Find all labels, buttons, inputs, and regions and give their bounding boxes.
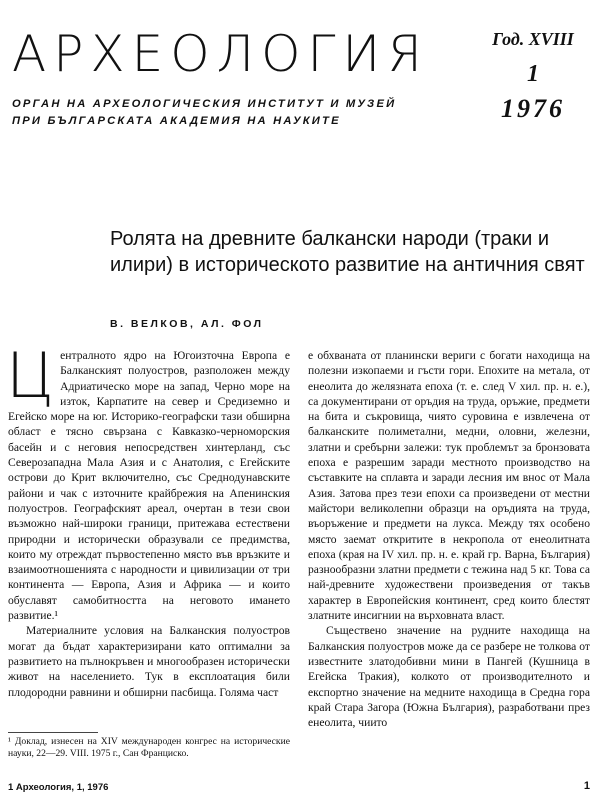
subtitle-line-2: ПРИ БЪЛГАРСКАТА АКАДЕМИЯ НА НАУКИТЕ	[12, 115, 341, 127]
paragraph: Съществено значение на рудните находища на Балканския полуостров може да се разбере не толкова от известните златодобивни мини в Пангей (Кушница в Егейска Тракия), колкото от производителното и експортно значение на медните находища в Средна гора край Стара Загора (Южна България), разработвани през енеолита, чиито	[308, 624, 590, 730]
issue-info	[478, 28, 588, 126]
journal-subtitle	[12, 96, 490, 130]
paragraph	[6, 339, 290, 623]
issue-number: 1	[527, 61, 539, 87]
footnote-divider	[8, 732, 98, 733]
article-title: Ролята на древните балкански народи (траки и илири) в историческото развитие на античния свят	[110, 228, 585, 276]
paragraph: Материалните условия на Балканския полуостров могат да бъдат характеризирани като оптимални за развитието на пълнокръвен и многообразен исторически живот на населението. Тук в експлоатация били плодородни равнини и обширни пасбища. Голяма част	[8, 624, 290, 699]
footer-citation: 1 Археология, 1, 1976	[8, 782, 109, 793]
footnote: ¹ Доклад, изнесен на XIV международен конгрес на исторические науки, 22—29. VIII. 1975 г., Сан Франциско.	[8, 736, 290, 759]
volume-label: Год. XVIII	[492, 29, 574, 49]
subtitle-line-1: ОРГАН НА АРХЕОЛОГИЧЕСКИЯ ИНСТИТУТ И МУЗЕЙ	[12, 98, 397, 110]
paragraph-text: ентралното ядро на Югоизточна Европа е Балканският полуостров, разположен между Адриатическо море на запад, Черно море на изток, Карпатите на север и Средиземно и Егейско море на юг. Историко-географски тази обширна област е тясно свързана с Кавказко-черноморския басейн и с неговия непосредствен хинтерланд, със Северозападна Мала Азия и с Анатолия, с Егейските острови до Крит включително, със Среднодунавските райони и чак с източните крайбрежия на Апенинския полуостров. Географският ареал, очертан в тези свои възможно най-широки граници, притежава естествени природни и исторически образували се предимства, които му отреждат първостепенно място във връзките и взаимоотношенията с народности и цивилизации от три континента — Европа, Азия и Африка — и които обуславят самобитността на неговото имането развитие.¹	[8, 349, 290, 623]
left-column	[6, 339, 290, 700]
drop-cap: Ц	[6, 339, 55, 412]
masthead	[8, 18, 592, 138]
right-column	[308, 348, 590, 730]
article-authors: В. ВЕЛКОВ, АЛ. ФОЛ	[110, 318, 264, 330]
page-footer	[0, 780, 600, 798]
issue-year: 1976	[501, 94, 565, 123]
journal-title: АРХЕОЛОГИЯ	[12, 25, 429, 83]
page-number: 1	[583, 780, 590, 792]
paragraph: е обхваната от планински вериги с богати находища на полезни изкопаеми и гъсти гори. Епохите на метала, от енеолита до желязната епоха (т. е. след V хил. пр. н. е.), са документирани от оръдия на труда, оръжие, предмети на бита и съкровища, чиято суровина е извлечена от балканските полиметални, медни, оловни, железни, златни и сребърни залежи: тук проблемът за бронзовата епоха е разрешим заради местното производство на съставките на сплавта и заради лесния им внос от Мала Азия. Затова през тези епохи са произведени от местни майстори великолепни образци на оръдията на труда, въоръжение и предмети на лукса. Между тях особено място заемат откритите в некропола от енеолитната епоха (края на IV хил. пр. н. е. край гр. Варна, България) разнообразни златни предмети с тежина над 5 кг. Това са най-древните художествени произведения от такъв характер в Европейския континент, сред които блестят златните инсигнии на върховната власт.	[308, 349, 590, 623]
